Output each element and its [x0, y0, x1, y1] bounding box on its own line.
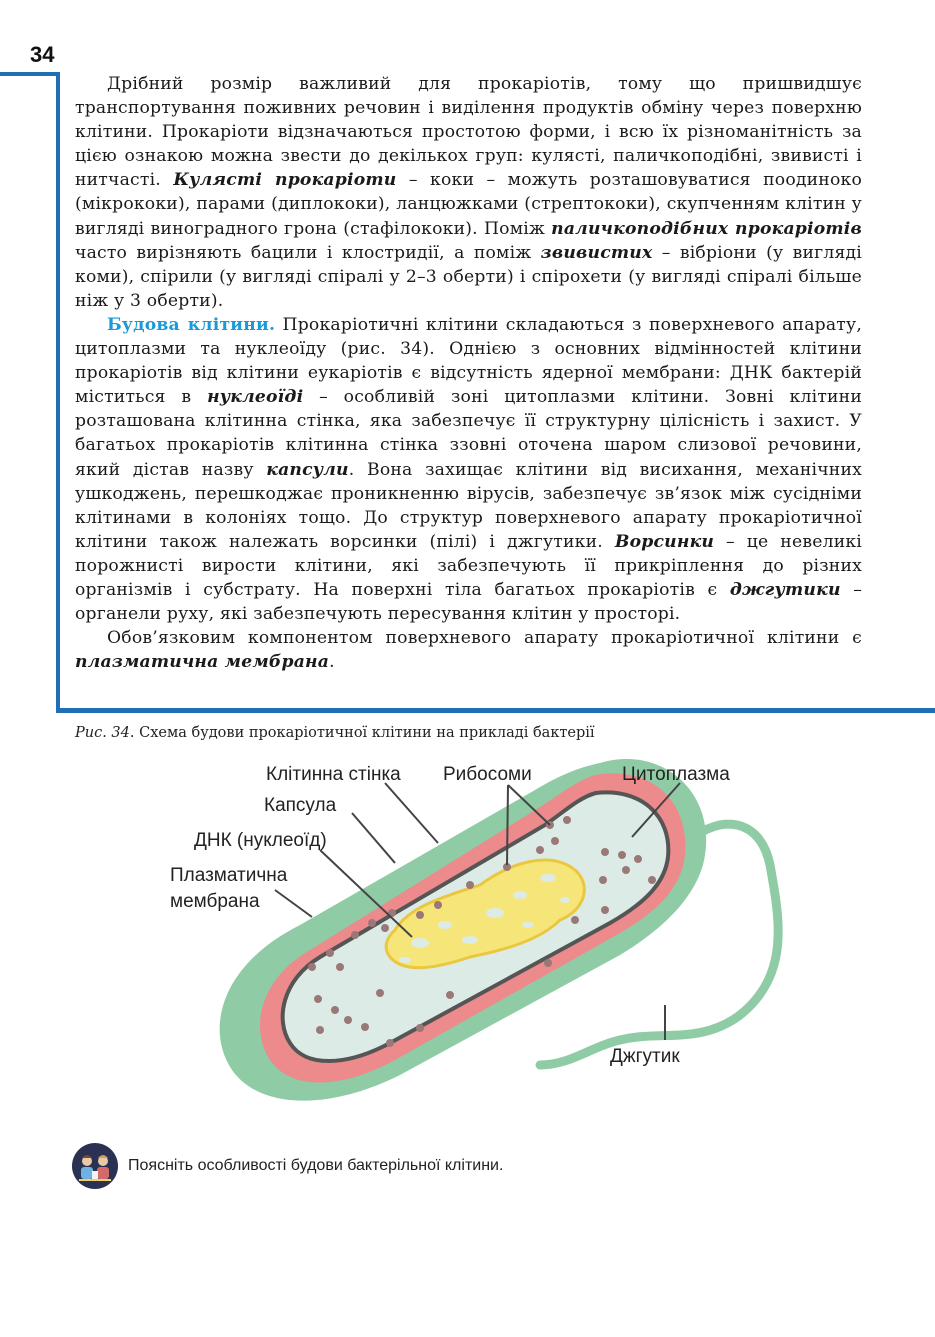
nucleoid-hole — [411, 938, 429, 948]
bacteria-diagram — [0, 745, 935, 1145]
term-flagella: джгутики — [729, 579, 841, 600]
text-run: Обов’язковим компонентом поверхневого апарату прокаріотичної клітини є — [107, 628, 862, 649]
label-membrane-line2: мембрана — [170, 891, 260, 912]
ribosome — [416, 1024, 424, 1032]
text-run: . Вона захищає клітини від висихання, механічних ушкоджень, перешкоджає проникненню вірусів, забезпечує зв’язок між сусідніми клітинами в колоніях тощо. До структур поверхневого апарату прокаріотичної клітини також належать ворсинки (пілі) і джгутики. — [75, 459, 862, 552]
question-text: Поясніть особливості будови бактерільної клітини. — [128, 1157, 504, 1174]
ribosome — [634, 855, 642, 863]
label-cytoplasm: Цитоплазма — [622, 764, 730, 785]
nucleoid-hole — [462, 936, 478, 944]
term-plasma-membrane: плазматична мембрана — [75, 652, 330, 673]
text-run: – це невеликі порожнисті вирости клітини, які забезпечують її прикріплення до різних організмів і субстрату. На поверхні тіла багатьох прокаріотів є — [75, 531, 862, 600]
nucleoid-hole — [513, 891, 527, 899]
text-run: часто вирізняють бацили і клостридії, а поміж — [75, 242, 541, 263]
students-icon — [72, 1143, 118, 1189]
ribosome — [326, 949, 334, 957]
nucleoid-hole — [486, 908, 504, 918]
ribosome — [599, 876, 607, 884]
term-spherical: Кулясті прокаріоти — [173, 170, 397, 191]
frame-top-line — [0, 72, 60, 76]
ribosome — [571, 916, 579, 924]
term-rod-shaped: паличкоподібних прокаріотів — [551, 218, 862, 239]
leader-membrane — [275, 890, 312, 917]
nucleoid-hole — [560, 897, 570, 903]
ribosome — [434, 901, 442, 909]
label-membrane-line1: Плазматична — [170, 865, 288, 886]
ribosome — [368, 919, 376, 927]
ribosome — [314, 995, 322, 1003]
ribosome — [536, 846, 544, 854]
text-run: – коки – можуть розташовуватися поодиноко (мікрококи), парами (диплококи), ланцюжками (стрептококи), скупченням клітин у вигляді виноградного грона (стафілококи). Поміж — [75, 170, 862, 239]
ribosome — [376, 989, 384, 997]
question-box — [72, 1142, 503, 1190]
ribosome — [544, 959, 552, 967]
ribosome — [336, 963, 344, 971]
term-capsule: капсули — [266, 459, 349, 480]
figure-number: Рис. 34 — [75, 725, 130, 741]
ribosome — [331, 1006, 339, 1014]
ribosome — [446, 991, 454, 999]
leader-capsule — [352, 813, 395, 863]
paragraph-1 — [75, 72, 862, 313]
ribosome — [416, 911, 424, 919]
ribosome — [381, 924, 389, 932]
leader-ribosomes-1 — [507, 785, 508, 865]
text-run: Дрібний розмір важливий для прокаріотів, тому що пришвидшує транспортування поживних речовин і виділення продуктів обміну через поверхню клітини. Прокаріоти відзначаються простотою форми, і всю їх різноманітність за цією ознакою можна звести до декількох груп: кулясті, паличкоподібні, звивисті і нитчасті. — [75, 74, 862, 191]
figure-caption — [75, 725, 595, 741]
ribosome — [601, 906, 609, 914]
ribosome — [551, 837, 559, 845]
leader-cell-wall — [385, 783, 438, 843]
label-flagellum: Джгутик — [610, 1046, 680, 1067]
ribosome — [466, 881, 474, 889]
ribosome — [351, 931, 359, 939]
term-spiral: звивистих — [540, 242, 653, 263]
paragraph-2 — [75, 313, 862, 626]
nucleoid-hole — [522, 922, 534, 928]
term-pili: Ворсинки — [614, 531, 715, 552]
ribosome — [563, 816, 571, 824]
frame-left-line — [56, 72, 60, 712]
text-run: . — [329, 652, 335, 673]
frame-bottom-line — [56, 708, 935, 713]
text-run: – органели руху, які забезпечують пересування клітин у просторі. — [75, 579, 862, 625]
label-dna: ДНК (нуклеоїд) — [194, 830, 327, 851]
main-text — [75, 72, 862, 674]
text-run: Прокаріотичні клітини складаються з поверхневого апарату, цитоплазми та нуклеоїду (рис. 34). Однією з основних відмінностей клітини прокаріотів від клітини еукаріотів є відсутність ядерної мембрани: ДНК бактерій міститься в — [75, 314, 862, 408]
ribosome — [361, 1023, 369, 1031]
nucleoid-hole — [540, 874, 556, 882]
label-ribosomes: Рибосоми — [443, 764, 532, 785]
paragraph-3 — [75, 626, 862, 674]
text-run: – вібріони (у вигляді коми), спірили (у вигляді спіралі у 2–3 оберти) і спірохети (у вигляді спіралі більше ніж у 3 оберти). — [75, 242, 862, 311]
ribosome — [308, 963, 316, 971]
ribosome — [648, 876, 656, 884]
caption-text: . Схема будови прокаріотичної клітини на прикладі бактерії — [129, 725, 595, 741]
section-heading: Будова клітини. — [107, 314, 276, 335]
label-capsule: Капсула — [264, 795, 337, 816]
ribosome — [344, 1016, 352, 1024]
nucleoid-hole — [399, 957, 411, 963]
ribosome — [622, 866, 630, 874]
label-cell-wall: Клітинна стінка — [266, 764, 401, 785]
page-number: 34 — [30, 42, 55, 67]
text-run: – особливій зоні цитоплазми клітини. Зовні клітини розташована клітинна стінка, яка забезпечує її структурну цілісність і захист. У багатьох прокаріотів клітинна стінка ззовні оточена шаром слизової речовини, який дістав назву — [75, 387, 862, 480]
term-nucleoid: нуклеоїді — [207, 387, 304, 408]
ribosome — [601, 848, 609, 856]
ribosome — [316, 1026, 324, 1034]
nucleoid-hole — [438, 921, 452, 929]
ribosome — [386, 1039, 394, 1047]
ribosome — [618, 851, 626, 859]
